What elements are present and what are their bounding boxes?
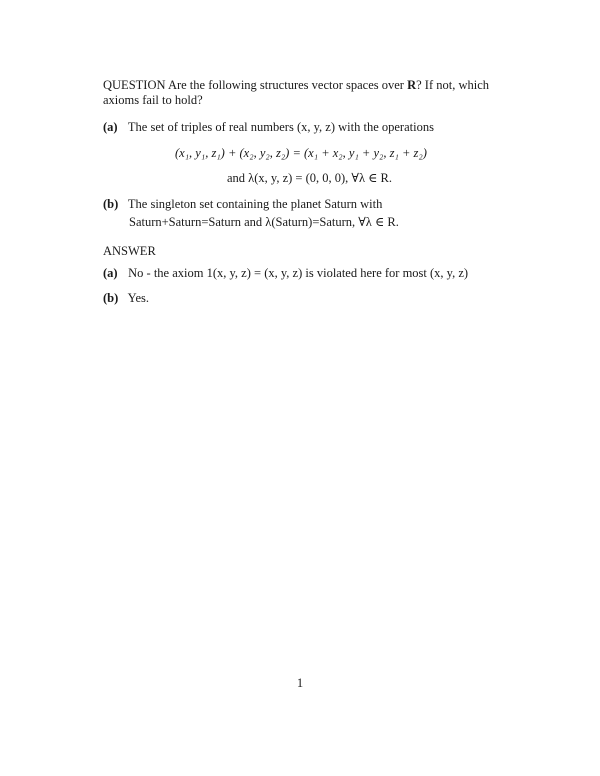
answer-text: Yes. bbox=[127, 291, 149, 305]
question-part-a bbox=[103, 119, 434, 135]
question-intro-text: Are the following structures vector spaces over bbox=[167, 78, 408, 92]
part-text: The singleton set containing the planet Saturn with bbox=[127, 197, 383, 211]
field-symbol: R bbox=[407, 78, 417, 92]
question-intro-after: ? If not, which bbox=[416, 78, 490, 92]
question-heading: QUESTION bbox=[103, 78, 166, 92]
part-label: (b) bbox=[103, 291, 119, 305]
question-part-b bbox=[103, 196, 382, 212]
page-number: 1 bbox=[296, 676, 304, 690]
question-intro-line2: axioms fail to hold? bbox=[103, 93, 203, 107]
answer-heading: ANSWER bbox=[103, 244, 156, 258]
equation-addition: (x₁, y₁, z₁) + (x₂, y₂, z₂) = (x₁ + x₂, y₁ + y₂, z₁ + z₂) bbox=[175, 146, 427, 160]
answer-text: No - the axiom 1(x, y, z) = (x, y, z) is violated here for most (x, y, z) bbox=[128, 266, 469, 280]
part-label: (a) bbox=[103, 120, 118, 134]
part-label: (a) bbox=[103, 266, 118, 280]
answer-part-b bbox=[103, 290, 149, 306]
part-label: (b) bbox=[103, 197, 119, 211]
answer-part-a bbox=[103, 265, 468, 281]
part-text: The set of triples of real numbers (x, y, z) with the operations bbox=[127, 120, 434, 134]
equation-scalar: and λ(x, y, z) = (0, 0, 0), ∀λ ∈ R. bbox=[227, 171, 392, 185]
saturn-equation: Saturn+Saturn=Saturn and λ(Saturn)=Saturn, ∀λ ∈ R. bbox=[129, 215, 399, 229]
question-intro-line1 bbox=[103, 77, 489, 93]
